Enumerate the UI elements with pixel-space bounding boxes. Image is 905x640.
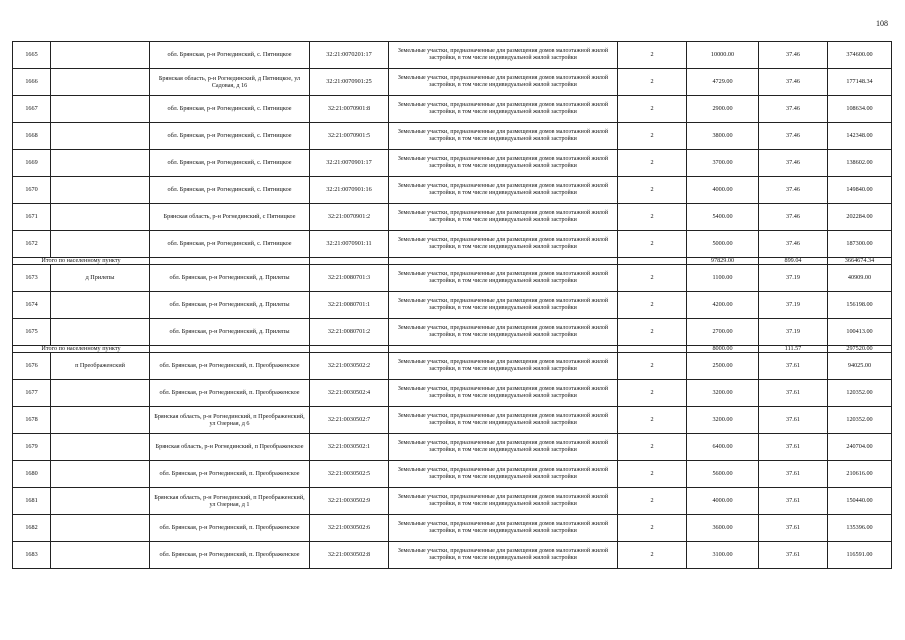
specific-value: 37.46 — [759, 150, 828, 177]
cadastral-number: 32:21:0030502:8 — [310, 542, 389, 569]
table-row — [13, 177, 892, 204]
land-use-type: Земельные участки, предназначенные для размещения домов малоэтажной жилой застройки, в том числе индивидуальной жилой застройки — [389, 69, 618, 96]
address-cell: обл. Брянская, р-н Рогнединский, с. Пятницкое — [150, 231, 310, 258]
group-number: 2 — [618, 265, 687, 292]
cadastral-number: 32:21:0080701:2 — [310, 319, 389, 346]
address-cell: Брянская область, р-н Рогнединский, с Пятницкое — [150, 204, 310, 231]
settlement-name: п Преображенский — [51, 353, 150, 380]
area-value: 6400.00 — [687, 434, 759, 461]
address-cell: обл. Брянская, р-н Рогнединский, п. Преображенское — [150, 353, 310, 380]
empty-cell — [310, 258, 389, 265]
address-cell: обл. Брянская, р-н Рогнединский, п. Преображенское — [150, 380, 310, 407]
land-use-type: Земельные участки, предназначенные для размещения домов малоэтажной жилой застройки, в том числе индивидуальной жилой застройки — [389, 515, 618, 542]
cadastral-number: 32:21:0030502:9 — [310, 488, 389, 515]
cadastral-value: 120352.00 — [828, 407, 892, 434]
subtotal-row — [13, 346, 892, 353]
area-value: 2700.00 — [687, 319, 759, 346]
land-use-type: Земельные участки, предназначенные для размещения домов малоэтажной жилой застройки, в том числе индивидуальной жилой застройки — [389, 231, 618, 258]
area-value: 3200.00 — [687, 407, 759, 434]
table-row — [13, 42, 892, 69]
cadastral-value: 120352.00 — [828, 380, 892, 407]
settlement-name — [51, 292, 150, 319]
subtotal-value: 3664674.34 — [828, 258, 892, 265]
cadastral-value: 210616.00 — [828, 461, 892, 488]
area-value: 1100.00 — [687, 265, 759, 292]
subtotal-area: 8000.00 — [687, 346, 759, 353]
empty-cell — [618, 346, 687, 353]
land-use-type: Земельные участки, предназначенные для размещения домов малоэтажной жилой застройки, в том числе индивидуальной жилой застройки — [389, 434, 618, 461]
group-number: 2 — [618, 177, 687, 204]
settlement-name — [51, 150, 150, 177]
cadastral-value: 202284.00 — [828, 204, 892, 231]
row-number: 1672 — [13, 231, 51, 258]
table-row — [13, 69, 892, 96]
page-number: 108 — [876, 19, 888, 28]
table-row — [13, 265, 892, 292]
subtotal-area: 97829.00 — [687, 258, 759, 265]
cadastral-value: 156198.00 — [828, 292, 892, 319]
group-number: 2 — [618, 488, 687, 515]
cadastral-value: 108634.00 — [828, 96, 892, 123]
address-cell: обл. Брянская, р-н Рогнединский, п. Преображенское — [150, 461, 310, 488]
cadastral-number: 32:21:0030502:1 — [310, 434, 389, 461]
cadastral-value: 374600.00 — [828, 42, 892, 69]
table-row — [13, 231, 892, 258]
address-cell: обл. Брянская, р-н Рогнединский, с. Пятницкое — [150, 177, 310, 204]
specific-value: 37.46 — [759, 204, 828, 231]
settlement-name — [51, 515, 150, 542]
settlement-name — [51, 177, 150, 204]
specific-value: 37.61 — [759, 434, 828, 461]
group-number: 2 — [618, 42, 687, 69]
row-number: 1676 — [13, 353, 51, 380]
cadastral-number: 32:21:0080701:1 — [310, 292, 389, 319]
group-number: 2 — [618, 123, 687, 150]
empty-cell — [618, 258, 687, 265]
cadastral-value: 149840.00 — [828, 177, 892, 204]
subtotal-value: 297520.00 — [828, 346, 892, 353]
cadastral-number: 32:21:0070901:16 — [310, 177, 389, 204]
cadastral-number: 32:21:0070901:17 — [310, 150, 389, 177]
table-row — [13, 353, 892, 380]
area-value: 4000.00 — [687, 488, 759, 515]
row-number: 1680 — [13, 461, 51, 488]
row-number: 1675 — [13, 319, 51, 346]
settlement-name — [51, 69, 150, 96]
area-value: 3800.00 — [687, 123, 759, 150]
settlement-name — [51, 434, 150, 461]
group-number: 2 — [618, 231, 687, 258]
area-value: 5000.00 — [687, 231, 759, 258]
address-cell: Брянская область, р-н Рогнединский, п Преображенский, ул Озерная, д 6 — [150, 407, 310, 434]
area-value: 2900.00 — [687, 96, 759, 123]
settlement-name — [51, 488, 150, 515]
table-row — [13, 542, 892, 569]
settlement-name — [51, 542, 150, 569]
cadastral-value: 100413.00 — [828, 319, 892, 346]
address-cell: обл. Брянская, р-н Рогнединский, д. Прилепы — [150, 319, 310, 346]
cadastral-number: 32:21:0030502:2 — [310, 353, 389, 380]
empty-cell — [310, 346, 389, 353]
address-cell: обл. Брянская, р-н Рогнединский, с. Пятницкое — [150, 123, 310, 150]
settlement-name — [51, 407, 150, 434]
row-number: 1681 — [13, 488, 51, 515]
cadastral-number: 32:21:0070901:5 — [310, 123, 389, 150]
cadastral-value: 135396.00 — [828, 515, 892, 542]
land-use-type: Земельные участки, предназначенные для размещения домов малоэтажной жилой застройки, в том числе индивидуальной жилой застройки — [389, 380, 618, 407]
settlement-name — [51, 380, 150, 407]
land-use-type: Земельные участки, предназначенные для размещения домов малоэтажной жилой застройки, в том числе индивидуальной жилой застройки — [389, 177, 618, 204]
area-value: 5600.00 — [687, 461, 759, 488]
land-use-type: Земельные участки, предназначенные для размещения домов малоэтажной жилой застройки, в том числе индивидуальной жилой застройки — [389, 407, 618, 434]
settlement-name — [51, 319, 150, 346]
area-value: 3600.00 — [687, 515, 759, 542]
specific-value: 37.46 — [759, 231, 828, 258]
specific-value: 37.61 — [759, 515, 828, 542]
area-value: 3700.00 — [687, 150, 759, 177]
area-value: 4200.00 — [687, 292, 759, 319]
address-cell: обл. Брянская, р-н Рогнединский, п. Преображенское — [150, 542, 310, 569]
area-value: 4000.00 — [687, 177, 759, 204]
cadastral-number: 32:21:0070901:2 — [310, 204, 389, 231]
table-row — [13, 434, 892, 461]
row-number: 1669 — [13, 150, 51, 177]
table-row — [13, 488, 892, 515]
cadastral-number: 32:21:0030502:6 — [310, 515, 389, 542]
cadastral-number: 32:21:0080701:3 — [310, 265, 389, 292]
subtotal-label: Итого по населенному пункту — [13, 346, 150, 353]
specific-value: 37.46 — [759, 177, 828, 204]
group-number: 2 — [618, 434, 687, 461]
empty-cell — [389, 258, 618, 265]
address-cell: обл. Брянская, р-н Рогнединский, с. Пятницкое — [150, 96, 310, 123]
group-number: 2 — [618, 96, 687, 123]
specific-value: 37.61 — [759, 353, 828, 380]
land-use-type: Земельные участки, предназначенные для размещения домов малоэтажной жилой застройки, в том числе индивидуальной жилой застройки — [389, 542, 618, 569]
row-number: 1671 — [13, 204, 51, 231]
empty-cell — [389, 346, 618, 353]
row-number: 1674 — [13, 292, 51, 319]
settlement-name — [51, 96, 150, 123]
area-value: 10000.00 — [687, 42, 759, 69]
specific-value: 37.61 — [759, 488, 828, 515]
table-row — [13, 461, 892, 488]
group-number: 2 — [618, 69, 687, 96]
row-number: 1678 — [13, 407, 51, 434]
table-row — [13, 96, 892, 123]
row-number: 1670 — [13, 177, 51, 204]
specific-value: 37.61 — [759, 407, 828, 434]
group-number: 2 — [618, 150, 687, 177]
address-cell: Брянская область, р-н Рогнединский, д Пятницкое, ул Садовая, д 16 — [150, 69, 310, 96]
row-number: 1668 — [13, 123, 51, 150]
specific-value: 37.61 — [759, 380, 828, 407]
address-cell: Брянская область, р-н Рогнединский, п Преображенское — [150, 434, 310, 461]
group-number: 2 — [618, 515, 687, 542]
group-number: 2 — [618, 380, 687, 407]
land-use-type: Земельные участки, предназначенные для размещения домов малоэтажной жилой застройки, в том числе индивидуальной жилой застройки — [389, 353, 618, 380]
land-use-type: Земельные участки, предназначенные для размещения домов малоэтажной жилой застройки, в том числе индивидуальной жилой застройки — [389, 123, 618, 150]
address-cell: обл. Брянская, р-н Рогнединский, д. Прилепы — [150, 292, 310, 319]
cadastral-value: 240704.00 — [828, 434, 892, 461]
settlement-name — [51, 42, 150, 69]
row-number: 1665 — [13, 42, 51, 69]
land-use-type: Земельные участки, предназначенные для размещения домов малоэтажной жилой застройки, в том числе индивидуальной жилой застройки — [389, 150, 618, 177]
cadastral-value: 142348.00 — [828, 123, 892, 150]
subtotal-row — [13, 258, 892, 265]
group-number: 2 — [618, 407, 687, 434]
cadastral-value: 177148.34 — [828, 69, 892, 96]
cadastral-number: 32:21:0070901:11 — [310, 231, 389, 258]
area-value: 5400.00 — [687, 204, 759, 231]
row-number: 1679 — [13, 434, 51, 461]
cadastral-number: 32:21:0030502:5 — [310, 461, 389, 488]
empty-cell — [150, 258, 310, 265]
land-use-type: Земельные участки, предназначенные для размещения домов малоэтажной жилой застройки, в том числе индивидуальной жилой застройки — [389, 292, 618, 319]
specific-value: 37.46 — [759, 42, 828, 69]
cadastral-number: 32:21:0030502:4 — [310, 380, 389, 407]
specific-value: 37.19 — [759, 319, 828, 346]
land-use-type: Земельные участки, предназначенные для размещения домов малоэтажной жилой застройки, в том числе индивидуальной жилой застройки — [389, 42, 618, 69]
table-row — [13, 319, 892, 346]
subtotal-rate: 899.04 — [759, 258, 828, 265]
group-number: 2 — [618, 461, 687, 488]
row-number: 1682 — [13, 515, 51, 542]
specific-value: 37.46 — [759, 69, 828, 96]
address-cell: обл. Брянская, р-н Рогнединский, с. Пятницкое — [150, 150, 310, 177]
address-cell: обл. Брянская, р-н Рогнединский, д. Прилепы — [150, 265, 310, 292]
settlement-name: д Прилепы — [51, 265, 150, 292]
group-number: 2 — [618, 204, 687, 231]
settlement-name — [51, 461, 150, 488]
specific-value: 37.19 — [759, 292, 828, 319]
cadastral-value: 40909.00 — [828, 265, 892, 292]
specific-value: 37.46 — [759, 123, 828, 150]
row-number: 1667 — [13, 96, 51, 123]
group-number: 2 — [618, 292, 687, 319]
land-use-type: Земельные участки, предназначенные для размещения домов малоэтажной жилой застройки, в том числе индивидуальной жилой застройки — [389, 204, 618, 231]
table-row — [13, 515, 892, 542]
land-use-type: Земельные участки, предназначенные для размещения домов малоэтажной жилой застройки, в том числе индивидуальной жилой застройки — [389, 319, 618, 346]
cadastral-number: 32:21:0030502:7 — [310, 407, 389, 434]
area-value: 2500.00 — [687, 353, 759, 380]
row-number: 1683 — [13, 542, 51, 569]
table-row — [13, 204, 892, 231]
row-number: 1666 — [13, 69, 51, 96]
row-number: 1673 — [13, 265, 51, 292]
address-cell: Брянская область, р-н Рогнединский, п Преображенский, ул Озерная, д 1 — [150, 488, 310, 515]
cadastral-value: 150440.00 — [828, 488, 892, 515]
empty-cell — [150, 346, 310, 353]
cadastral-number: 32:21:0070201:17 — [310, 42, 389, 69]
table-row — [13, 150, 892, 177]
table-row — [13, 380, 892, 407]
area-value: 3200.00 — [687, 380, 759, 407]
area-value: 4729.00 — [687, 69, 759, 96]
specific-value: 37.46 — [759, 96, 828, 123]
settlement-name — [51, 123, 150, 150]
specific-value: 37.19 — [759, 265, 828, 292]
table-row — [13, 292, 892, 319]
cadastral-value: 94025.00 — [828, 353, 892, 380]
land-use-type: Земельные участки, предназначенные для размещения домов малоэтажной жилой застройки, в том числе индивидуальной жилой застройки — [389, 265, 618, 292]
area-value: 3100.00 — [687, 542, 759, 569]
group-number: 2 — [618, 353, 687, 380]
cadastral-value-table — [12, 41, 892, 569]
settlement-name — [51, 204, 150, 231]
row-number: 1677 — [13, 380, 51, 407]
cadastral-value: 116591.00 — [828, 542, 892, 569]
specific-value: 37.61 — [759, 461, 828, 488]
cadastral-value: 187300.00 — [828, 231, 892, 258]
cadastral-number: 32:21:0070901:25 — [310, 69, 389, 96]
table-row — [13, 407, 892, 434]
group-number: 2 — [618, 319, 687, 346]
specific-value: 37.61 — [759, 542, 828, 569]
address-cell: обл. Брянская, р-н Рогнединский, п. Преображенское — [150, 515, 310, 542]
settlement-name — [51, 231, 150, 258]
land-use-type: Земельные участки, предназначенные для размещения домов малоэтажной жилой застройки, в том числе индивидуальной жилой застройки — [389, 461, 618, 488]
table-row — [13, 123, 892, 150]
subtotal-label: Итого по населенному пункту — [13, 258, 150, 265]
land-use-type: Земельные участки, предназначенные для размещения домов малоэтажной жилой застройки, в том числе индивидуальной жилой застройки — [389, 96, 618, 123]
table-body — [13, 42, 892, 569]
address-cell: обл. Брянская, р-н Рогнединский, с. Пятницкое — [150, 42, 310, 69]
group-number: 2 — [618, 542, 687, 569]
cadastral-number: 32:21:0070901:8 — [310, 96, 389, 123]
land-use-type: Земельные участки, предназначенные для размещения домов малоэтажной жилой застройки, в том числе индивидуальной жилой застройки — [389, 488, 618, 515]
cadastral-value: 138602.00 — [828, 150, 892, 177]
subtotal-rate: 111.57 — [759, 346, 828, 353]
